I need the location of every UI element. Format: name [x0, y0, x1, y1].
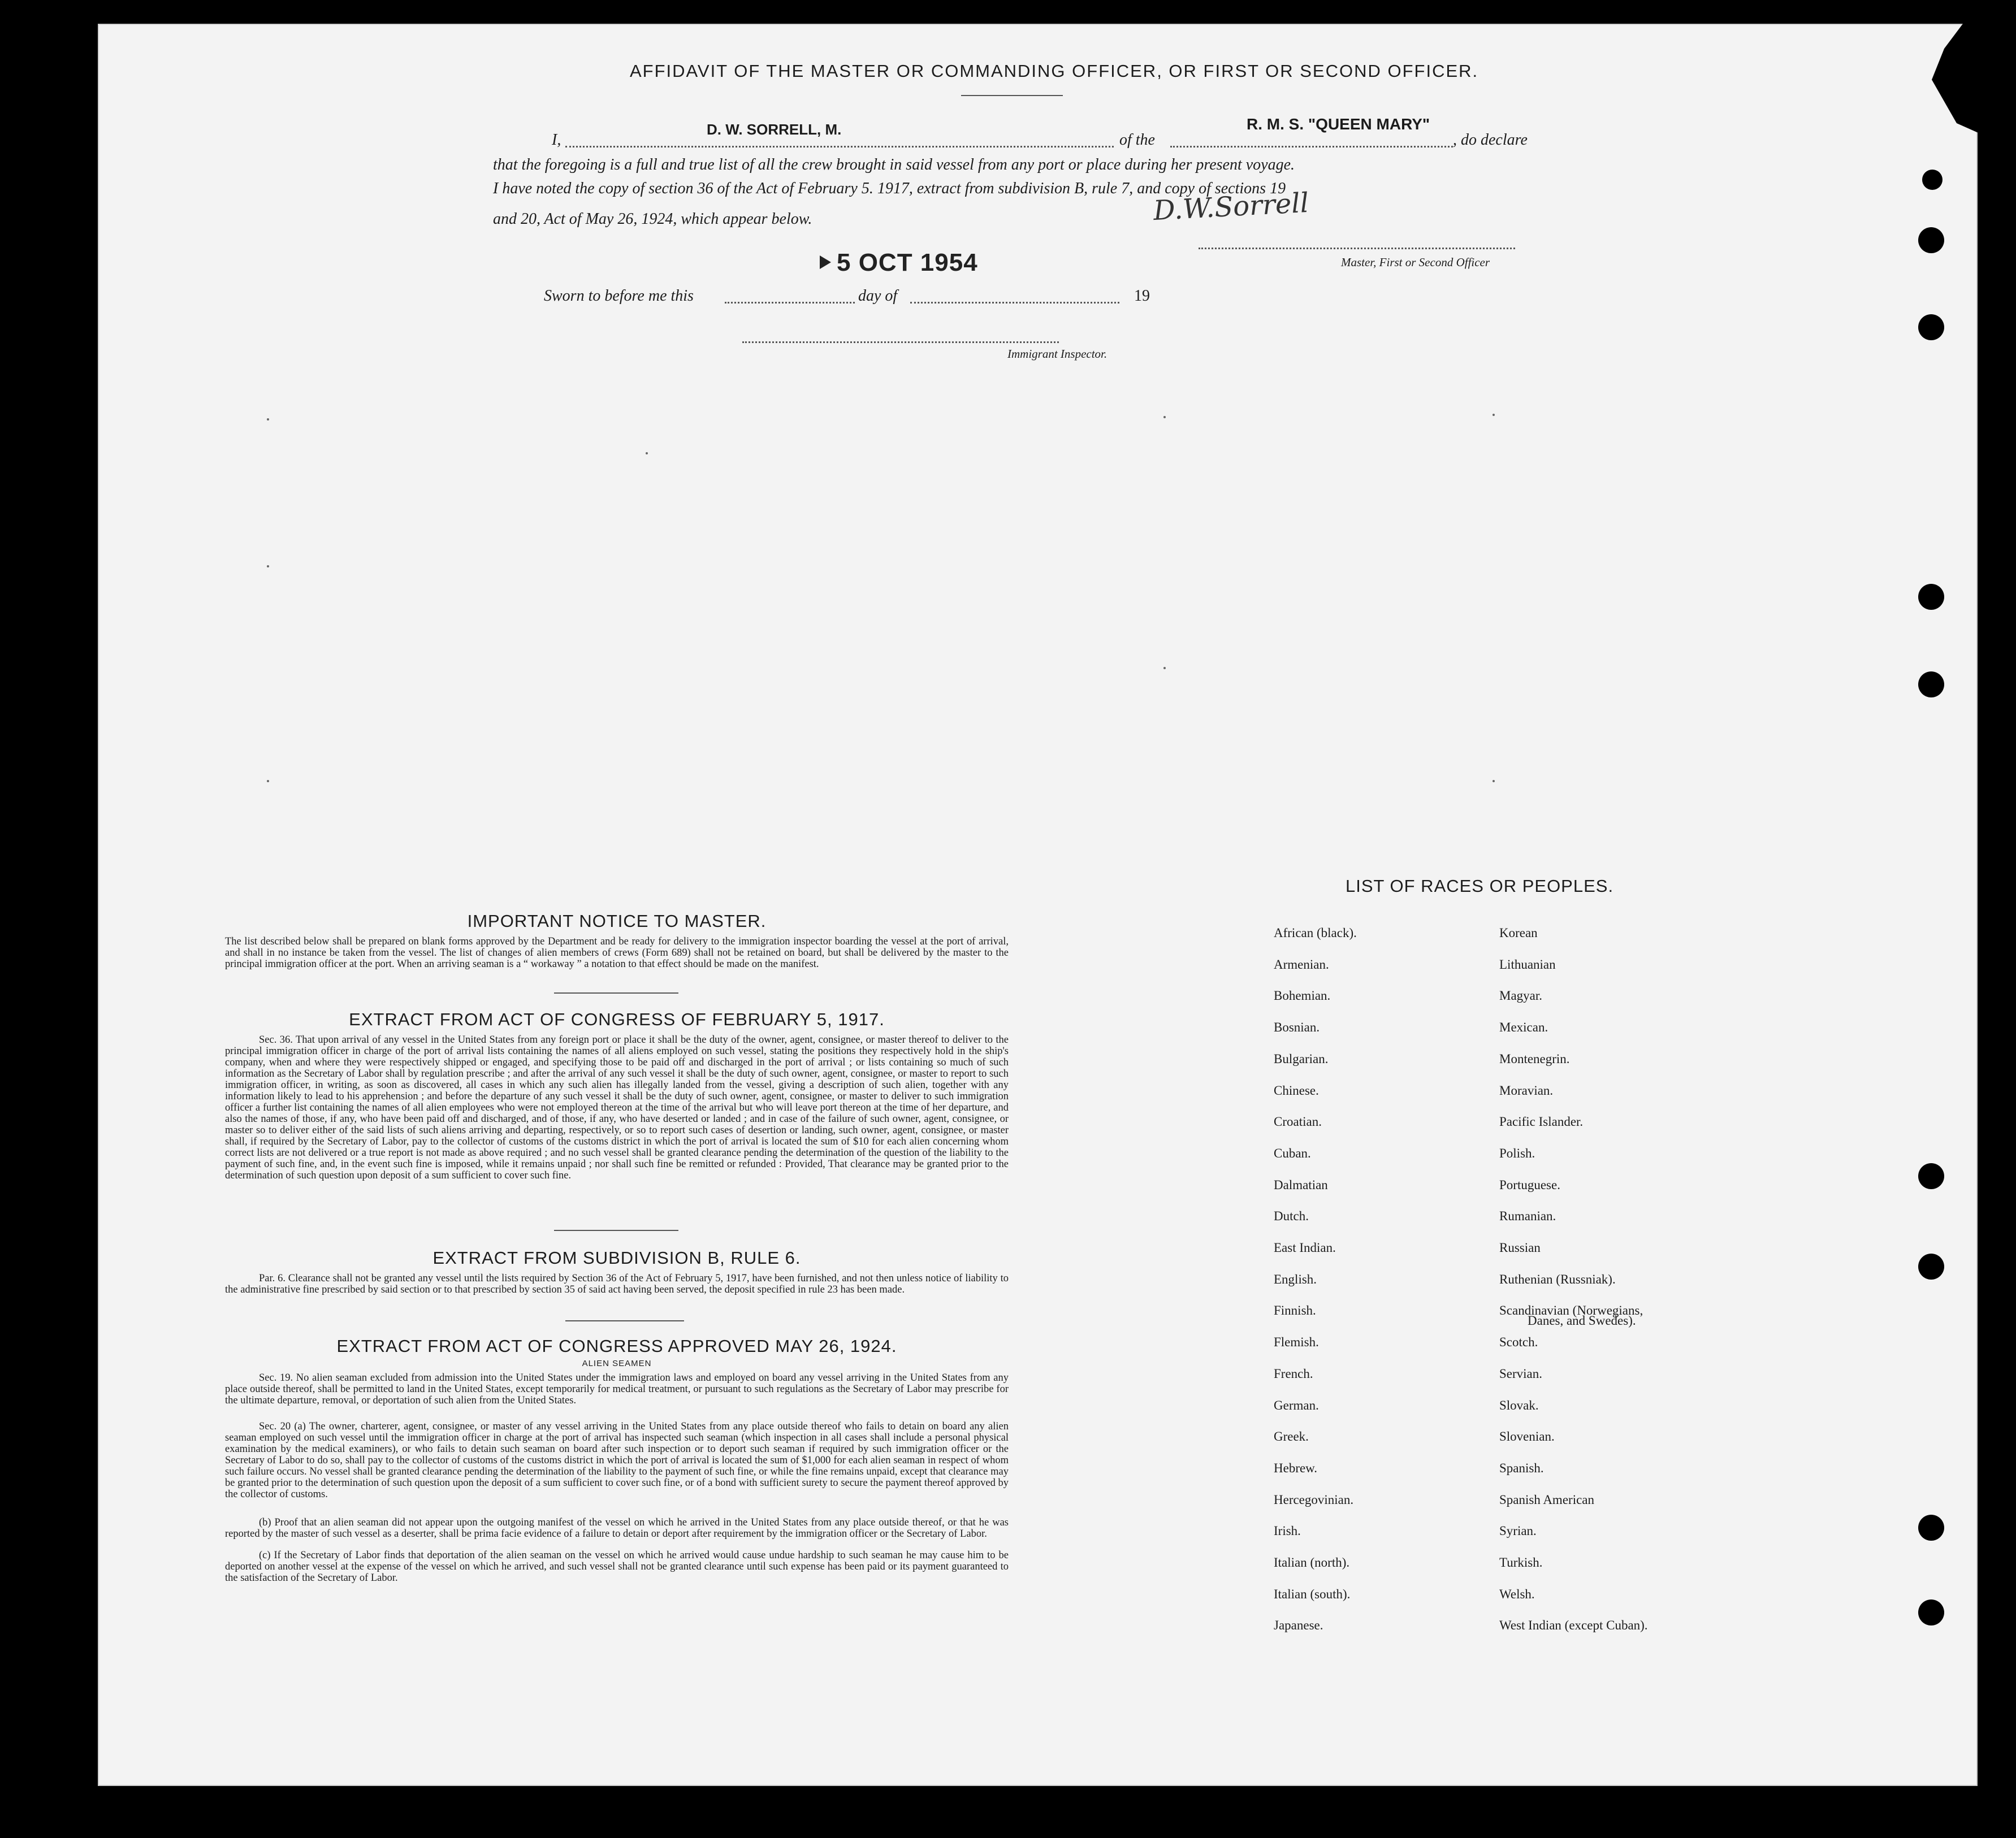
race-item: Dalmatian: [1274, 1178, 1328, 1192]
race-item: Korean: [1499, 926, 1538, 940]
race-item: Ruthenian (Russniak).: [1499, 1272, 1616, 1286]
name-line: [565, 146, 1114, 148]
race-item: Slovenian.: [1499, 1429, 1555, 1443]
race-item-continuation: Danes, and Swedes).: [1528, 1314, 1636, 1328]
sec-20a-text: Sec. 20 (a) The owner, charterer, agent, consignee, or master of any vessel arriving in the United States from any place outside thereof who fails to detain on board any alien seaman employed on such vessel until the immigration officer in charge at the port of arrival has inspected such seaman (which inspection in all cases shall include a personal physical examination by the medical examiners), or who fails to detain such seaman on board after such inspection or to deport such seaman if required by such immigration officer or the Secretary of Labor to do so, shall pay to the collector of customs of the customs district in which the port of arrival is located the sum of $1,000 for each alien seaman in respect of whom such failure occurs. No vessel shall be granted clearance pending the determination of the liability to the payment of such fine, or while the fine remains unpaid, except that clearance may be granted prior to the determination of such question upon the deposit of a sum sufficient to cover such fine, or of a bond with sufficient surety to secure the payment thereof approved by the collector of customs.: [225, 1421, 1009, 1500]
race-item: Moravian.: [1499, 1083, 1554, 1098]
affidavit-line-2: that the foregoing is a full and true list of all the crew brought in said vessel from any port or place during her present voyage.: [493, 156, 1295, 174]
race-item: Montenegrin.: [1499, 1052, 1570, 1066]
race-item: Syrian.: [1499, 1524, 1537, 1538]
sec-20c-text: (c) If the Secretary of Labor finds that deportation of the alien seaman on the vessel on which he arrived would cause undue hardship to such seaman he may cause him to be deported on another vessel at the expense of the vessel on which he arrived, and such vessel shall not be granted clearance until such expense has been paid or its payment guaranteed to the satisfaction of the Secretary of Labor.: [225, 1550, 1009, 1584]
race-item: Hercegovinian.: [1274, 1493, 1354, 1507]
race-item: Italian (south).: [1274, 1587, 1351, 1601]
race-item: Scotch.: [1499, 1335, 1538, 1349]
race-item: Pacific Islander.: [1499, 1115, 1584, 1129]
day-of-label: day of: [858, 287, 898, 305]
section-rule: [554, 992, 678, 994]
stray-mark: [646, 452, 648, 454]
race-item: African (black).: [1274, 926, 1357, 940]
race-item: Polish.: [1499, 1146, 1535, 1160]
sworn-month-line: [910, 302, 1119, 304]
year-prefix: 19: [1134, 287, 1150, 305]
punch-hole: [1918, 1515, 1944, 1541]
race-item: Flemish.: [1274, 1335, 1319, 1349]
extract-1917-body: Sec. 36. That upon arrival of any vessel in the United States from any foreign port or place it shall be the duty of the owner, agent, consignee, or master thereof to deliver to the principal immigration officer in charge of the port of arrival lists containing the names of all aliens employed on such vessel, stating the positions they respectively hold in the ship's company, when and where they were respectively shipped or engaged, and specifying those to be paid off and discharged in the port of arrival ; or lists containing so much of such information as the Secretary of Labor shall by regulation prescribe ; and after the arrival of any such vessel it shall be the duty of such owner, agent, consignee, or master to report to such immigration officer, in writing, as soon as discovered, all cases in which any such alien has illegally landed from the vessel, giving a description of such alien, together with any information likely to lead to his apprehension ; and before the departure of any such vessel it shall be the duty of such owner, agent, consignee, or master to deliver to such immigration officer a further list containing the names of all alien employees who were not employed thereon at the time of the arrival but who will leave port thereon at the time of her departure, and also the names of those, if any, who have been paid off and discharged, and of those, if any, who have deserted or landed ; and in case of the failure of such owner, agent, consignee, or master so to deliver either of the said lists of such aliens arriving and departing, respectively, or so to report such cases of desertion or landing, such owner, agent, consignee, or master shall, if required by the Secretary of Labor, pay to the collector of customs of the customs district in which the port of arrival is located the sum of $10 for each alien concerning whom correct lists are not delivered or a true report is not made as above required ; and no such vessel shall be granted clearance pending the determination of the question of the liability to the payment of such fine, and, in the event such fine is imposed, while it remains unpaid ; nor shall such fine be remitted or refunded : Provided, That clearance may be granted prior to the determination of such question upon deposit of a sum sufficient to cover such fine.: [225, 1034, 1009, 1181]
stray-mark: [1163, 416, 1166, 418]
race-item: Italian (north).: [1274, 1555, 1350, 1570]
notice-title: IMPORTANT NOTICE TO MASTER.: [467, 911, 767, 931]
punch-hole: [1918, 314, 1944, 340]
officer-name: D. W. SORRELL, M.: [707, 121, 842, 138]
extract-1917-title: EXTRACT FROM ACT OF CONGRESS OF FEBRUARY 5, 1917.: [349, 1009, 885, 1029]
race-item: Irish.: [1274, 1524, 1301, 1538]
race-item: French.: [1274, 1367, 1313, 1381]
race-item: Scandinavian (Norwegians,: [1499, 1303, 1643, 1317]
punch-hole: [1918, 671, 1944, 697]
sworn-day-line: [725, 302, 855, 304]
signature-line: [1199, 248, 1515, 249]
race-item: Cuban.: [1274, 1146, 1311, 1160]
notice-body: The list described below shall be prepared on blank forms approved by the Department and be ready for delivery to the immigration inspector boarding the vessel at the port of arrival, and shall in no instance be taken from the vessel. The list of changes of alien members of crews (Form 689) shall not be retained on board, but shall be delivered by the master to the principal immigration officer at the port. When an arriving seaman is a “ workaway ” a notation to that effect should be made on the manifest.: [225, 936, 1009, 970]
race-item: Servian.: [1499, 1367, 1543, 1381]
race-item: Rumanian.: [1499, 1209, 1556, 1223]
punch-hole-small: [1922, 170, 1943, 190]
race-item: Lithuanian: [1499, 957, 1556, 972]
race-item: Greek.: [1274, 1429, 1309, 1443]
sec-19-text: Sec. 19. No alien seaman excluded from admission into the United States under the immigration laws and employed on board any vessel arriving in the United States from any place outside thereof, shall be permitted to land in the United States, except temporarily for medical treatment, or pursuant to such regulations as the Secretary of Labor may prescribe for the ultimate departure, removal, or deportation of such alien from the United States.: [225, 1372, 1009, 1406]
race-item: Portuguese.: [1499, 1178, 1560, 1192]
sworn-prefix: Sworn to before me this: [544, 287, 694, 305]
affidavit-title: AFFIDAVIT OF THE MASTER OR COMMANDING OFFICER, OR FIRST OR SECOND OFFICER.: [630, 61, 1479, 81]
race-item: Croatian.: [1274, 1115, 1322, 1129]
punch-hole: [1918, 1599, 1944, 1625]
stray-mark: [267, 418, 269, 421]
race-item: German.: [1274, 1398, 1319, 1412]
race-item: Turkish.: [1499, 1555, 1543, 1570]
extract-1924-subtitle: ALIEN SEAMEN: [582, 1359, 652, 1368]
extract-rule6-title: EXTRACT FROM SUBDIVISION B, RULE 6.: [432, 1248, 801, 1268]
race-item: Bohemian.: [1274, 989, 1331, 1003]
i-label: I,: [552, 131, 561, 149]
punch-hole: [1918, 1254, 1944, 1280]
affidavit-line-3: I have noted the copy of section 36 of the Act of February 5. 1917, extract from subdivision B, rule 7, and copy of sections 19: [493, 180, 1286, 197]
stray-mark: [267, 565, 269, 567]
section-rule: [565, 1320, 684, 1321]
affidavit-line-4: and 20, Act of May 26, 1924, which appear below.: [493, 210, 812, 228]
race-item: Spanish.: [1499, 1461, 1544, 1475]
date-stamp: 5 OCT 1954: [837, 249, 978, 276]
race-item: Finnish.: [1274, 1303, 1316, 1317]
race-item: Japanese.: [1274, 1618, 1323, 1632]
section-rule: [554, 1230, 678, 1231]
race-item: Welsh.: [1499, 1587, 1535, 1601]
handwritten-signature: D.W.Sorrell: [1152, 187, 1310, 227]
signer-caption: Master, First or Second Officer: [1341, 255, 1490, 269]
race-item: English.: [1274, 1272, 1317, 1286]
vessel-line: [1170, 146, 1453, 148]
title-rule: [961, 95, 1063, 96]
race-item: Spanish American: [1499, 1493, 1594, 1507]
stamp-arrow: [820, 255, 831, 269]
extract-rule6-body: Par. 6. Clearance shall not be granted any vessel until the lists required by Section 36 of the Act of February 5, 1917, have been furnished, and not then unless notice of liability to the administrative fine prescribed by said section or to that prescribed by section 35 of said act having been served, the deposit specified in rule 23 has been made.: [225, 1273, 1009, 1295]
vessel-name: R. M. S. "QUEEN MARY": [1247, 115, 1430, 133]
punch-hole: [1918, 584, 1944, 610]
race-item: Dutch.: [1274, 1209, 1309, 1223]
stray-mark: [1492, 780, 1495, 782]
race-item: Bosnian.: [1274, 1020, 1320, 1034]
race-item: Slovak.: [1499, 1398, 1539, 1412]
races-title: LIST OF RACES OR PEOPLES.: [1346, 876, 1614, 896]
punch-hole: [1918, 227, 1944, 253]
race-item: Bulgarian.: [1274, 1052, 1329, 1066]
of-the-label: of the: [1119, 131, 1155, 149]
stray-mark: [267, 780, 269, 782]
race-item: Mexican.: [1499, 1020, 1548, 1034]
race-item: West Indian (except Cuban).: [1499, 1618, 1648, 1632]
race-item: East Indian.: [1274, 1241, 1336, 1255]
punch-hole: [1918, 1163, 1944, 1189]
race-item: Magyar.: [1499, 989, 1543, 1003]
race-item: Armenian.: [1274, 957, 1329, 972]
inspector-caption: Immigrant Inspector.: [1007, 347, 1107, 361]
sec-20b-text: (b) Proof that an alien seaman did not appear upon the outgoing manifest of the vessel on which he arrived in the United States from any place outside thereof, or that he was reported by the master of such vessel as a deserter, shall be prima facie evidence of a failure to detain or deport after requirement by the immigration officer or the Secretary of Labor.: [225, 1517, 1009, 1540]
inspector-line: [742, 341, 1059, 343]
race-item: Hebrew.: [1274, 1461, 1318, 1475]
extract-1924-title: EXTRACT FROM ACT OF CONGRESS APPROVED MAY 26, 1924.: [336, 1336, 897, 1356]
stray-mark: [1492, 414, 1495, 416]
race-item: Chinese.: [1274, 1083, 1319, 1098]
do-declare: , do declare: [1453, 131, 1528, 149]
stray-mark: [1163, 667, 1166, 669]
race-item: Russian: [1499, 1241, 1541, 1255]
